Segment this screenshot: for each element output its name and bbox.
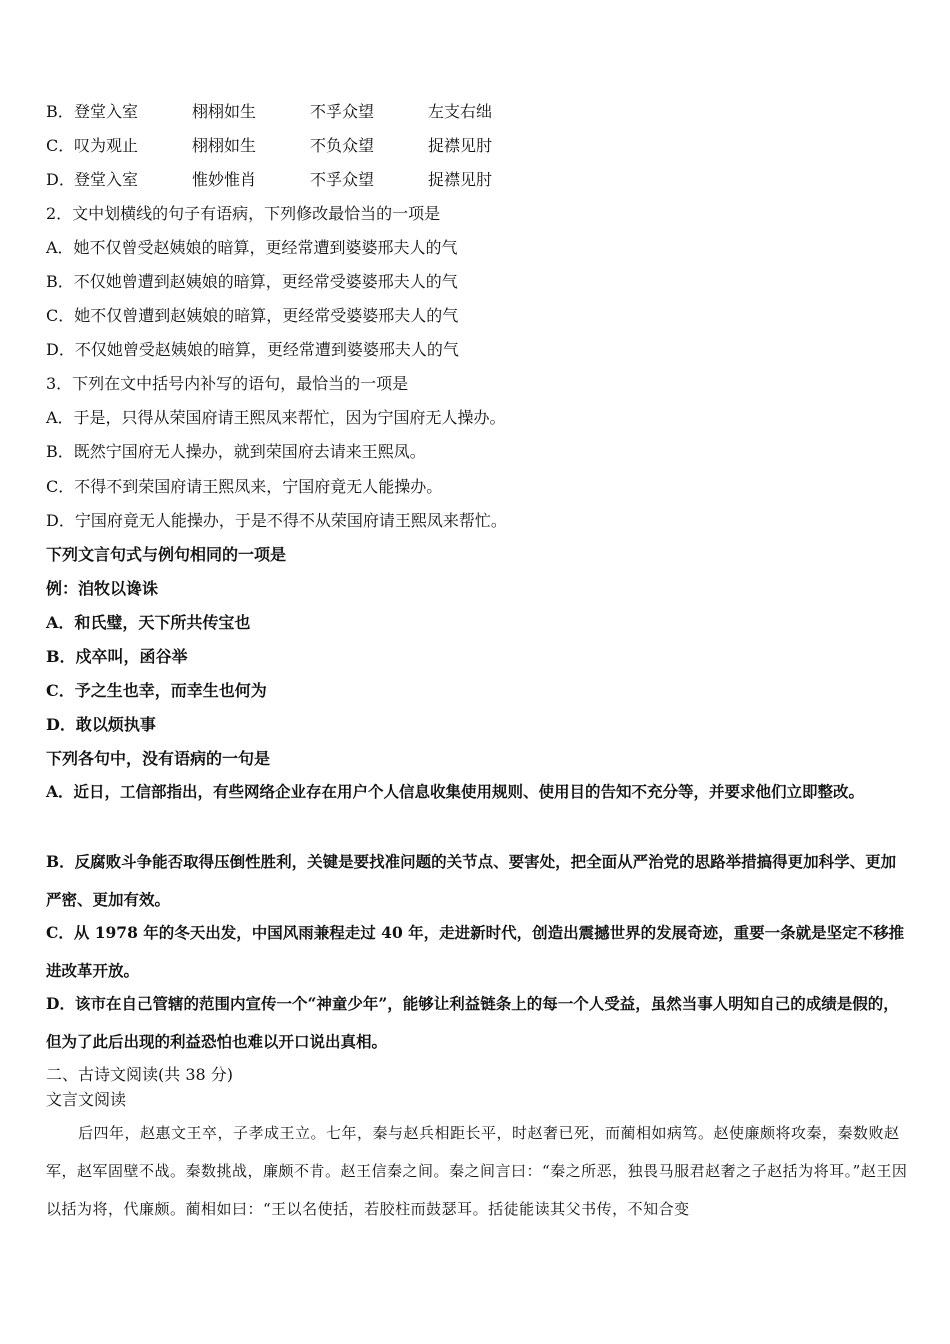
q5-option-c: C．从 1978 年的冬天出发，中国风雨兼程走过 40 年，走进新时代，创造出震撼世界的发展奇迹，重要一条就是坚定不移推进改革开放。	[46, 923, 905, 980]
q2-option-b: B．不仅她曾遭到赵姨娘的暗算，更经常受婆婆邢夫人的气	[46, 272, 458, 291]
option-word: 左支右绌	[428, 102, 493, 121]
option-word: 不负众望	[310, 136, 375, 155]
option-word: 不孚众望	[310, 102, 375, 121]
option-word: 登堂入室	[74, 170, 139, 189]
q4-example: 例：洎牧以谗诛	[46, 579, 159, 598]
q4-option-a: A．和氏璧，天下所共传宝也	[46, 613, 251, 632]
q1-option-d	[46, 170, 492, 190]
option-word: 叹为观止	[74, 136, 139, 155]
q4-option-b: B．戍卒叫，函谷举	[46, 647, 188, 666]
q1-option-b	[46, 102, 492, 122]
q5-option-a: A．近日，工信部指出，有些网络企业存在用户个人信息收集使用规则、使用目的告知不充分等，并要求他们立即整改。	[46, 782, 865, 801]
option-key: C．	[46, 136, 75, 155]
q2-option-a: A．她不仅曾受赵姨娘的暗算，更经常遭到婆婆邢夫人的气	[46, 238, 458, 257]
classical-passage: 后四年，赵惠文王卒，子孝成王立。七年，秦与赵兵相距长平，时赵奢已死，而蔺相如病笃。赵使廉颇将攻秦，秦数败赵军，赵军固壁不战。秦数挑战，廉颇不肯。赵王信秦之间。秦之间言曰：“秦之所恶，独畏马服君赵奢之子赵括为将耳。”赵王因以括为将，代廉颇。蔺相如曰：“王以名使括，若胶柱而鼓瑟耳。括徒能读其父书传，不知合变	[46, 1124, 908, 1218]
option-word: 惟妙惟肖	[192, 170, 257, 189]
q2-stem: 2．文中划横线的句子有语病，下列修改最恰当的一项是	[46, 204, 441, 223]
option-word: 栩栩如生	[192, 102, 257, 121]
section-subtitle: 文言文阅读	[46, 1090, 127, 1109]
option-word: 登堂入室	[74, 102, 139, 121]
q1-option-c	[46, 136, 492, 156]
option-word: 栩栩如生	[192, 136, 257, 155]
q3-stem: 3．下列在文中括号内补写的语句，最恰当的一项是	[46, 374, 409, 393]
option-key: D．	[46, 170, 75, 189]
q4-option-d: D．敢以烦执事	[46, 715, 156, 734]
option-word: 捉襟见肘	[428, 170, 493, 189]
q2-option-d: D．不仅她曾受赵姨娘的暗算，更经常遭到婆婆邢夫人的气	[46, 340, 459, 359]
option-word: 捉襟见肘	[428, 136, 493, 155]
q4-stem: 下列文言句式与例句相同的一项是	[46, 545, 287, 564]
q5-option-b: B．反腐败斗争能否取得压倒性胜利，关键是要找准问题的关节点、要害处，把全面从严治党的思路举措搞得更加科学、更加严密、更加有效。	[46, 852, 897, 909]
option-word: 不孚众望	[310, 170, 375, 189]
q3-option-c: C．不得不到荣国府请王熙凤来，宁国府竟无人能操办。	[46, 477, 443, 496]
section-title: 二、古诗文阅读(共 38 分)	[46, 1065, 234, 1084]
q5-option-d: D．该市在自己管辖的范围内宣传一个“神童少年”，能够让利益链条上的每一个人受益，虽然当事人明知自己的成绩是假的，但为了此后出现的利益恐怕也难以开口说出真相。	[46, 994, 899, 1051]
q3-option-d: D．宁国府竟无人能操办，于是不得不从荣国府请王熙凤来帮忙。	[46, 511, 507, 530]
q3-option-b: B．既然宁国府无人操办，就到荣国府去请来王熙凤。	[46, 442, 426, 461]
q4-option-c: C．予之生也幸，而幸生也何为	[46, 681, 267, 700]
q2-option-c: C．她不仅曾遭到赵姨娘的暗算，更经常受婆婆邢夫人的气	[46, 306, 459, 325]
option-key: B．	[46, 102, 74, 121]
q5-stem: 下列各句中，没有语病的一句是	[46, 749, 271, 768]
q3-option-a: A．于是，只得从荣国府请王熙凤来帮忙，因为宁国府无人操办。	[46, 408, 506, 427]
